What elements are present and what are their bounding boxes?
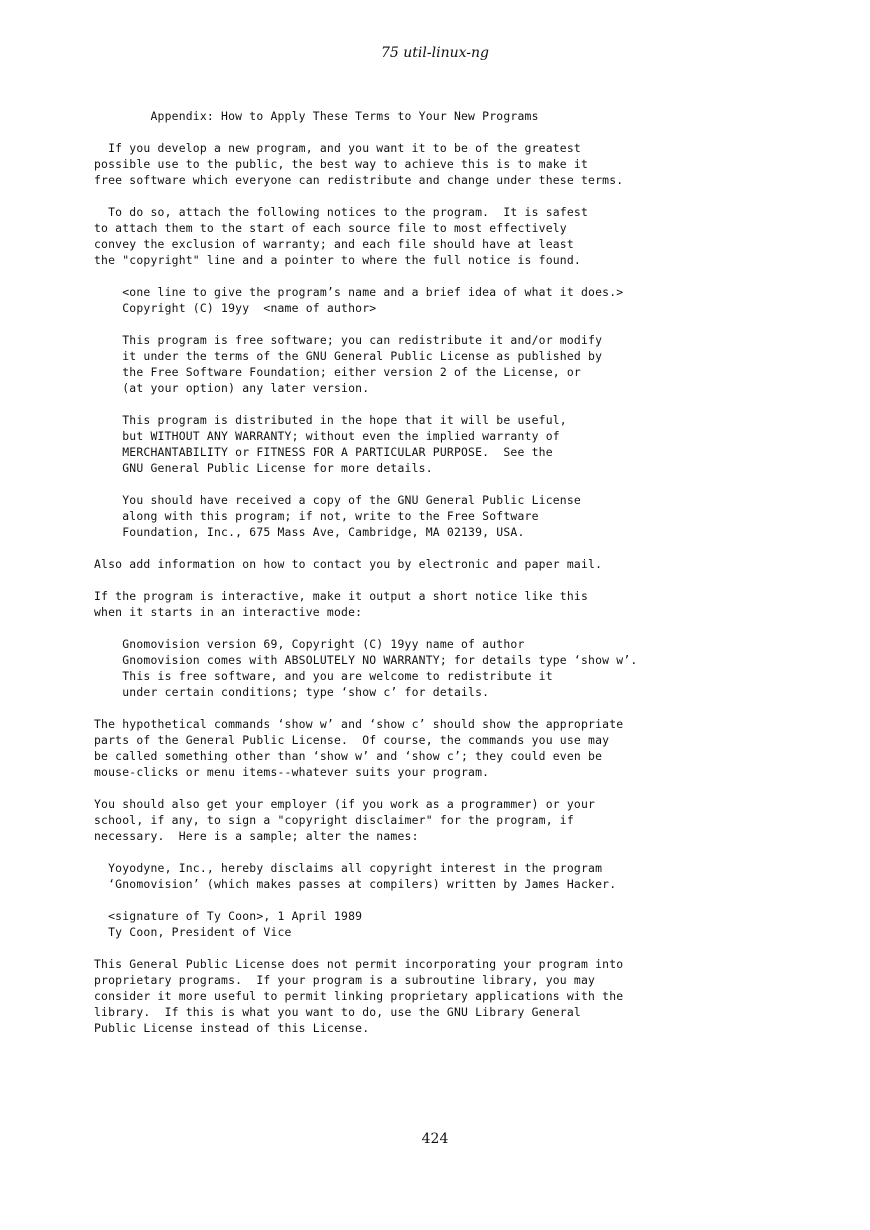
text-line: mouse-clicks or menu items--whatever suits your program. — [94, 765, 490, 779]
text-line: This program is distributed in the hope that it will be useful, — [94, 413, 567, 427]
text-line — [94, 780, 834, 796]
text-line: <one line to give the program’s name and a brief idea of what it does.> — [94, 285, 624, 299]
text-line — [94, 940, 834, 956]
text-line: Also add information on how to contact you by electronic and paper mail. — [94, 557, 603, 571]
text-line: You should have received a copy of the GNU General Public License — [94, 493, 581, 507]
text-line: ‘Gnomovision’ (which makes passes at compilers) written by James Hacker. — [94, 877, 617, 891]
license-appendix-text — [94, 108, 834, 1036]
text-line — [94, 316, 834, 332]
text-line — [94, 396, 834, 412]
text-line: it under the terms of the GNU General Public License as published by — [94, 349, 603, 363]
text-line: along with this program; if not, write to the Free Software — [94, 509, 539, 523]
text-line: when it starts in an interactive mode: — [94, 605, 363, 619]
text-line: parts of the General Public License. Of course, the commands you use may — [94, 733, 610, 747]
text-line — [94, 892, 834, 908]
text-line — [94, 124, 834, 140]
text-line: proprietary programs. If your program is a subroutine library, you may — [94, 973, 596, 987]
text-line: If you develop a new program, and you want it to be of the greatest — [94, 141, 581, 155]
text-line: to attach them to the start of each source file to most effectively — [94, 221, 567, 235]
text-line: library. If this is what you want to do, use the GNU Library General — [94, 1005, 581, 1019]
text-line: Gnomovision version 69, Copyright (C) 19yy name of author — [94, 637, 525, 651]
text-line — [94, 268, 834, 284]
page-number: 424 — [421, 1131, 449, 1147]
text-line: under certain conditions; type ‘show c’ for details. — [94, 685, 490, 699]
text-line: Copyright (C) 19yy <name of author> — [94, 301, 377, 315]
text-line — [94, 700, 834, 716]
text-line: but WITHOUT ANY WARRANTY; without even the implied warranty of — [94, 429, 560, 443]
text-line: Public License instead of this License. — [94, 1021, 370, 1035]
text-line: This program is free software; you can redistribute it and/or modify — [94, 333, 603, 347]
text-line — [94, 572, 834, 588]
text-line: the Free Software Foundation; either version 2 of the License, or — [94, 365, 581, 379]
text-line — [94, 476, 834, 492]
text-line: MERCHANTABILITY or FITNESS FOR A PARTICULAR PURPOSE. See the — [94, 445, 553, 459]
text-line: be called something other than ‘show w’ and ‘show c’; they could even be — [94, 749, 603, 763]
text-line: GNU General Public License for more details. — [94, 461, 433, 475]
text-line — [94, 540, 834, 556]
text-line: <signature of Ty Coon>, 1 April 1989 — [94, 909, 363, 923]
text-line: convey the exclusion of warranty; and each file should have at least — [94, 237, 574, 251]
text-line: school, if any, to sign a "copyright disclaimer" for the program, if — [94, 813, 574, 827]
text-line: free software which everyone can redistribute and change under these terms. — [94, 173, 624, 187]
text-line — [94, 188, 834, 204]
text-line: Yoyodyne, Inc., hereby disclaims all copyright interest in the program — [94, 861, 603, 875]
text-line: This General Public License does not permit incorporating your program into — [94, 957, 624, 971]
text-line: possible use to the public, the best way to achieve this is to make it — [94, 157, 589, 171]
text-line: Ty Coon, President of Vice — [94, 925, 292, 939]
text-line — [94, 620, 834, 636]
text-line: You should also get your employer (if you work as a programmer) or your — [94, 797, 596, 811]
text-line: Gnomovision comes with ABSOLUTELY NO WARRANTY; for details type ‘show w’. — [94, 653, 638, 667]
text-line — [94, 844, 834, 860]
text-line: Foundation, Inc., 675 Mass Ave, Cambridge, MA 02139, USA. — [94, 525, 525, 539]
text-line: If the program is interactive, make it output a short notice like this — [94, 589, 589, 603]
text-line: consider it more useful to permit linking proprietary applications with the — [94, 989, 624, 1003]
text-line: (at your option) any later version. — [94, 381, 370, 395]
text-line: the "copyright" line and a pointer to where the full notice is found. — [94, 253, 581, 267]
text-line: The hypothetical commands ‘show w’ and ‘show c’ should show the appropriate — [94, 717, 624, 731]
text-line: This is free software, and you are welcome to redistribute it — [94, 669, 553, 683]
text-line: To do so, attach the following notices to the program. It is safest — [94, 205, 589, 219]
text-line: necessary. Here is a sample; alter the names: — [94, 829, 419, 843]
text-line: Appendix: How to Apply These Terms to Your New Programs — [94, 109, 539, 123]
running-head: 75 util-linux-ng — [381, 45, 489, 61]
